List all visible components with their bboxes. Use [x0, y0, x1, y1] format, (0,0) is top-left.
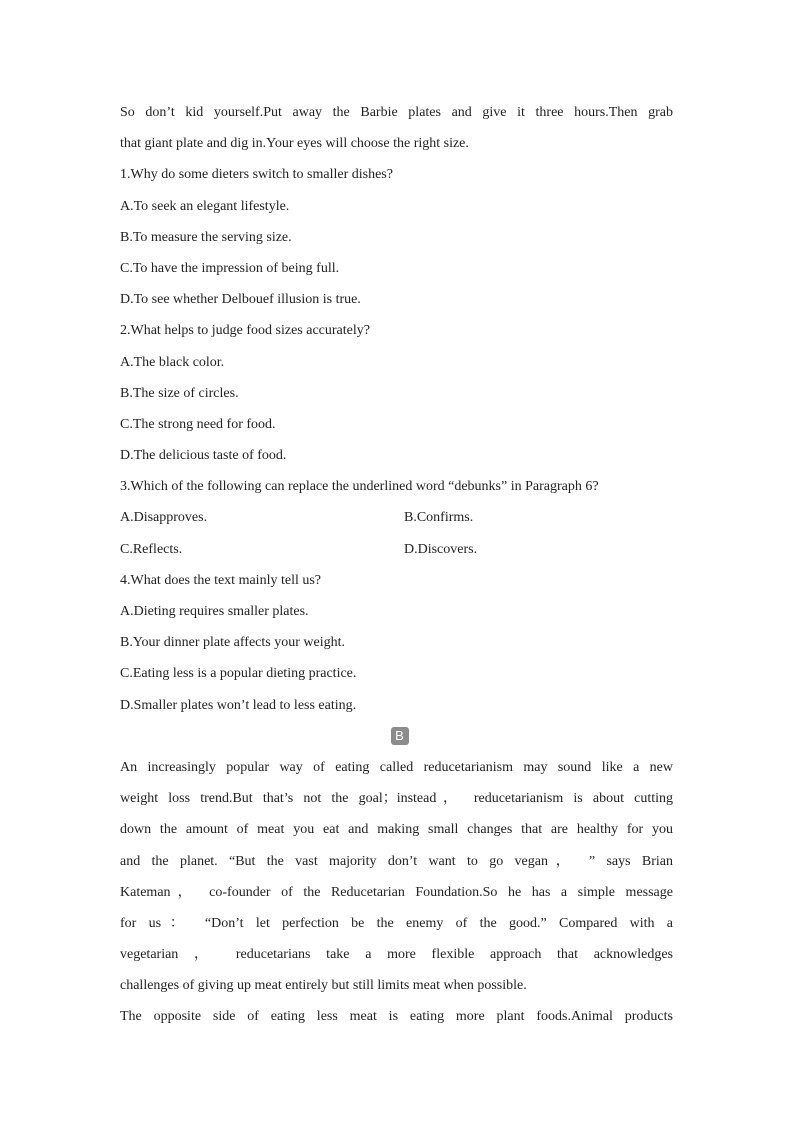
option-b: B.The size of circles.	[120, 385, 239, 401]
passage-line: down the amount of meat you eat and making small changes that are healthy for you	[120, 822, 673, 838]
document-page	[120, 97, 673, 1033]
option-d: D.The delicious taste of food.	[120, 448, 287, 464]
option-d: D.Smaller plates won’t lead to less eating.	[120, 697, 357, 713]
option-d: D.To see whether Delbouef illusion is true.	[120, 292, 361, 308]
section-badge: B	[391, 727, 409, 745]
question-stem: 4.What does the text mainly tell us?	[120, 572, 322, 588]
passage-line: weight loss trend.But that’s not the goal；instead， reducetarianism is about cutting	[120, 791, 673, 807]
option-c: C.To have the impression of being full.	[120, 260, 340, 276]
question-stem: 1.Why do some dieters switch to smaller dishes?	[120, 167, 393, 183]
passage-line: The opposite side of eating less meat is eating more plant foods.Animal products	[120, 1009, 673, 1025]
section-heading	[120, 721, 673, 752]
question-3	[120, 471, 673, 565]
question-1	[120, 159, 673, 315]
question-stem: 3.Which of the following can replace the underlined word “debunks” in Paragraph 6?	[120, 479, 599, 495]
question-2	[120, 315, 673, 471]
question-4	[120, 565, 673, 721]
option-a: A.Disapproves.	[120, 510, 208, 526]
option-a: A.To seek an elegant lifestyle.	[120, 198, 290, 214]
passage-line: vegetarian ， reducetarians take a more flexible approach that acknowledges	[120, 947, 673, 963]
passage-line: An increasingly popular way of eating called reducetarianism may sound like a new	[120, 759, 673, 775]
option-b: B.Your dinner plate affects your weight.	[120, 635, 345, 651]
intro-line-1: So don’t kid yourself.Put away the Barbie plates and give it three hours.Then grab	[120, 105, 673, 120]
passage-line: for us： “Don’t let perfection be the enemy of the good.” Compared with a	[120, 915, 673, 931]
option-a: A.Dieting requires smaller plates.	[120, 604, 309, 619]
intro-line-2: that giant plate and dig in.Your eyes will choose the right size.	[120, 136, 469, 152]
option-row	[120, 534, 673, 565]
option-b: B.To measure the serving size.	[120, 229, 292, 245]
passage-b	[120, 752, 673, 1033]
option-b: B.Confirms.	[404, 510, 474, 526]
passage-line: Kateman， co-founder of the Reducetarian Foundation.So he has a simple message	[120, 884, 673, 900]
option-row	[120, 502, 673, 533]
question-stem: 2.What helps to judge food sizes accurately?	[120, 323, 370, 339]
option-c: C.Eating less is a popular dieting practice.	[120, 666, 357, 682]
option-c: C.Reflects.	[120, 541, 183, 557]
option-a: A.The black color.	[120, 354, 225, 370]
option-d: D.Discovers.	[404, 541, 478, 557]
option-c: C.The strong need for food.	[120, 416, 276, 432]
passage-line: challenges of giving up meat entirely but still limits meat when possible.	[120, 978, 527, 994]
passage-line: and the planet. “But the vast majority don’t want to go vegan， ” says Brian	[120, 853, 673, 869]
